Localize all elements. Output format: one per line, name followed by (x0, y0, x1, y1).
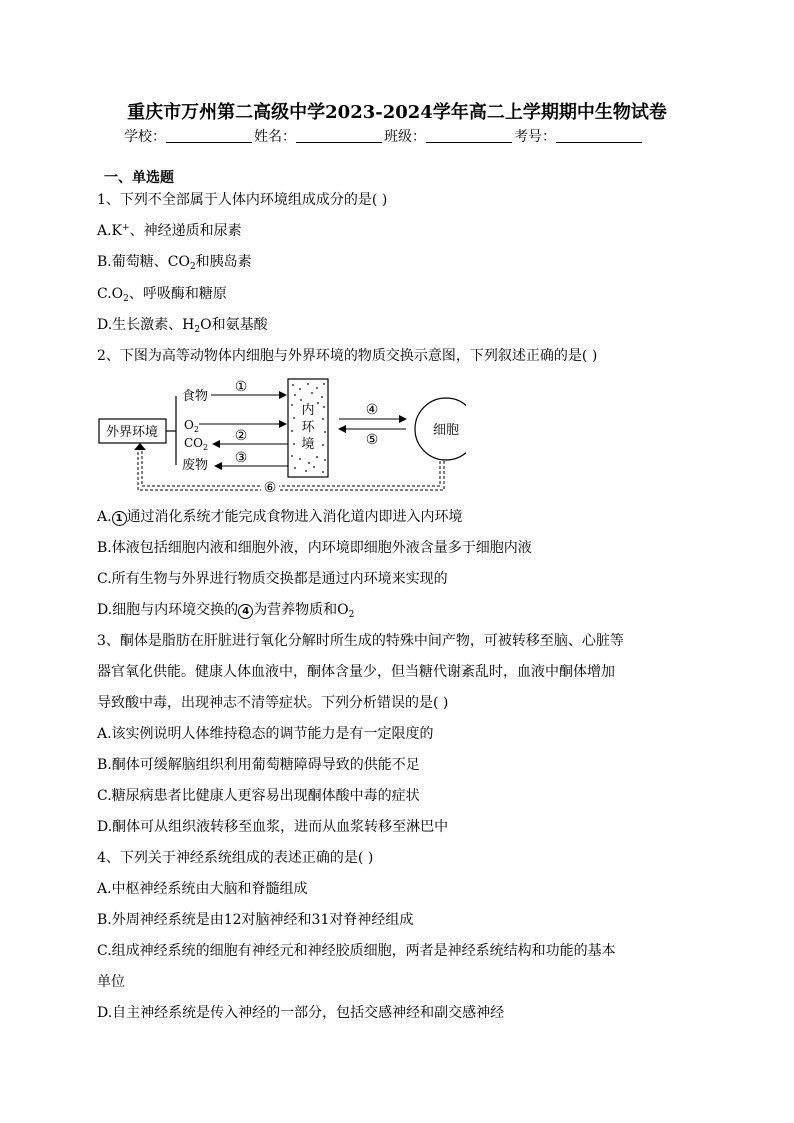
svg-text:⑥: ⑥ (263, 480, 277, 496)
q2-option-a: A. 1 通过消化系统才能完成食物进入消化道内即进入内环境 (97, 509, 463, 525)
food-label: 食物 (182, 389, 209, 404)
q4-stem: 4、下列关于神经系统组成的表述正确的是( ) (97, 850, 374, 866)
q2-stem: 2、下图为高等动物体内细胞与外界环境的物质交换示意图，下列叙述正确的是( ) (97, 348, 598, 364)
svg-text:②: ② (234, 428, 248, 444)
q3-stem-line-3: 导致酸中毒，出现神志不清等症状。下列分析错误的是( ) (97, 695, 449, 711)
material-exchange-diagram (96, 374, 466, 496)
student-info-row (124, 126, 644, 146)
co2-label: $CO_2$ (184, 436, 209, 452)
svg-text:环: 环 (301, 420, 315, 435)
name-label: 姓名： (254, 129, 296, 145)
q1-option-c: $C.O_2$、呼吸酶和糖原 (97, 286, 227, 304)
q3-option-b: B.酮体可缓解脑组织利用葡萄糖障碍导致的供能不足 (97, 757, 420, 773)
svg-text:内: 内 (301, 403, 315, 418)
q1-option-a: A.K+、神经递质和尿素 (97, 223, 242, 239)
q1-option-d: D.生长激素、$H_2O$和氨基酸 (97, 317, 268, 335)
name-blank (296, 128, 382, 143)
q4-option-b: B.外周神经系统是由12对脑神经和31对脊神经组成 (97, 912, 414, 928)
svg-text:④: ④ (365, 402, 379, 418)
external-environment-label: 外界环境 (105, 425, 159, 440)
q2-option-b: B.体液包括细胞内液和细胞外液，内环境即细胞外液含量多于细胞内液 (97, 540, 532, 556)
svg-text:③: ③ (234, 450, 248, 466)
q3-option-a: A.该实例说明人体维持稳态的调节能力是有一定限度的 (97, 726, 434, 742)
waste-label: 废物 (182, 458, 209, 473)
section-heading: 一、单选题 (104, 170, 174, 186)
q4-option-a: A.中枢神经系统由大脑和脊髓组成 (97, 881, 308, 897)
o2-label: $O_2$ (184, 418, 199, 434)
q3-stem-line-2: 器官氧化供能。健康人体血液中，酮体含量少，但当糖代谢紊乱时，血液中酮体增加 (97, 664, 615, 680)
page-title: 重庆市万州第二高级中学2023-2024学年高二上学期期中生物试卷 (127, 102, 667, 123)
class-label: 班级： (384, 129, 426, 145)
q3-option-d: D.酮体可从组织液转移至血浆，进而从血浆转移至淋巴中 (97, 819, 449, 835)
cell-label: 细胞 (432, 423, 460, 438)
q4-option-d: D.自主神经系统是传入神经的一部分，包括交感神经和副交感神经 (97, 1005, 505, 1021)
exam-number-blank (556, 128, 642, 143)
school-label: 学校： (124, 129, 166, 145)
q3-stem-line-1: 3、酮体是脂肪在肝脏进行氧化分解时所生成的特殊中间产物，可被转移至脑、心脏等 (97, 633, 624, 649)
exam-number-label: 考号： (514, 129, 556, 145)
school-blank (166, 128, 252, 143)
class-blank (426, 128, 512, 143)
svg-text:⑤: ⑤ (365, 432, 379, 448)
q3-option-c: C.糖尿病患者比健康人更容易出现酮体酸中毒的症状 (97, 788, 420, 804)
svg-text:境: 境 (301, 437, 315, 452)
svg-text:①: ① (234, 379, 248, 395)
q1-stem: 1、下列不全部属于人体内环境组成成分的是( ) (97, 192, 388, 208)
q2-option-c: C.所有生物与外界进行物质交换都是通过内环境来实现的 (97, 571, 448, 587)
q4-option-c-line-2: 单位 (97, 974, 125, 990)
q1-option-b: B.葡萄糖、$CO_2$和胰岛素 (97, 254, 252, 272)
q2-option-d: D.细胞与内环境交换的 4 为营养物质和$O_2$ (97, 602, 355, 620)
q4-option-c-line-1: C.组成神经系统的细胞有神经元和神经胶质细胞，两者是神经系统结构和功能的基本 (97, 943, 616, 959)
